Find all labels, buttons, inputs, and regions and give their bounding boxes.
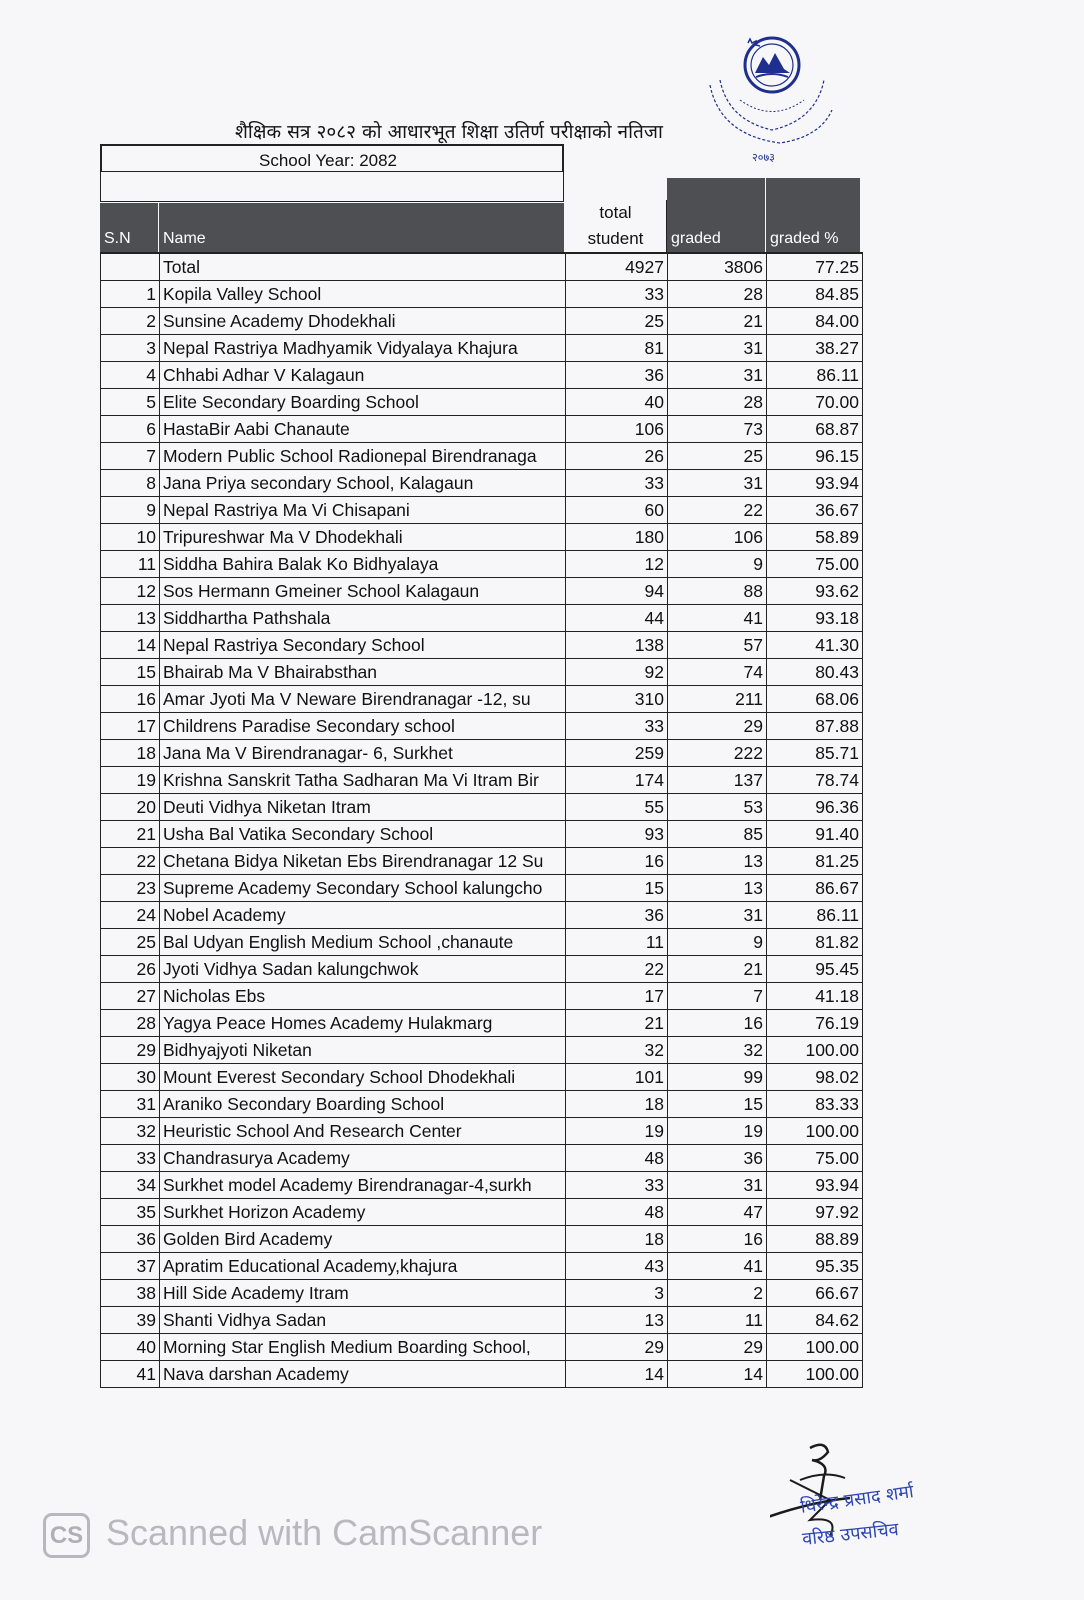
row-sn: 21 [101,821,160,848]
row-sn: 12 [101,578,160,605]
row-total-student: 44 [566,605,668,632]
row-total-student: 36 [566,902,668,929]
row-graded: 15 [668,1091,767,1118]
row-sn: 26 [101,956,160,983]
table-row [101,1226,863,1253]
row-graded-pct: 95.45 [767,956,863,983]
row-name: Chhabi Adhar V Kalagaun [160,362,566,389]
row-graded-pct: 86.11 [767,902,863,929]
table-row [101,335,863,362]
row-sn: 11 [101,551,160,578]
row-total-student: 94 [566,578,668,605]
table-row [101,956,863,983]
row-graded: 29 [668,713,767,740]
row-sn: 20 [101,794,160,821]
row-total-student: 40 [566,389,668,416]
row-total-student: 36 [566,362,668,389]
row-sn: 35 [101,1199,160,1226]
row-sn: 27 [101,983,160,1010]
school-year-box [100,144,564,172]
row-sn: 9 [101,497,160,524]
row-total-student: 93 [566,821,668,848]
row-name: Jana Ma V Birendranagar- 6, Surkhet [160,740,566,767]
row-total-student: 19 [566,1118,668,1145]
row-graded: 31 [668,362,767,389]
row-graded: 2 [668,1280,767,1307]
row-total-student: 310 [566,686,668,713]
row-name: Sunsine Academy Dhodekhali [160,308,566,335]
row-total-student: 16 [566,848,668,875]
row-name: Yagya Peace Homes Academy Hulakmarg [160,1010,566,1037]
table-row [101,1064,863,1091]
page-title: शैक्षिक सत्र २०८२ को आधारभूत शिक्षा उतिर्ण परीक्षाको नतिजा [235,121,663,143]
row-name: Elite Secondary Boarding School [160,389,566,416]
table-row [101,659,863,686]
row-total-student: 106 [566,416,668,443]
row-graded: 99 [668,1064,767,1091]
table-row [101,1334,863,1361]
table-row [101,821,863,848]
row-graded: 31 [668,335,767,362]
row-graded-pct: 96.15 [767,443,863,470]
row-graded-pct: 91.40 [767,821,863,848]
table-row [101,497,863,524]
row-sn: 23 [101,875,160,902]
table-row [101,1037,863,1064]
total-row [101,253,863,281]
row-name: Usha Bal Vatika Secondary School [160,821,566,848]
row-graded-pct: 100.00 [767,1118,863,1145]
row-sn: 16 [101,686,160,713]
row-sn: 8 [101,470,160,497]
row-total-student: 14 [566,1361,668,1388]
row-sn: 39 [101,1307,160,1334]
row-graded-pct: 84.00 [767,308,863,335]
row-graded-pct: 81.82 [767,929,863,956]
camscanner-logo-icon: CS [43,1513,90,1558]
row-name: Nepal Rastriya Madhyamik Vidyalaya Khajura [160,335,566,362]
row-sn: 2 [101,308,160,335]
table-row [101,1145,863,1172]
row-name: Nobel Academy [160,902,566,929]
row-graded: 16 [668,1010,767,1037]
table-row [101,983,863,1010]
table-row [101,929,863,956]
row-total-student: 259 [566,740,668,767]
total-graded-pct: 77.25 [767,253,863,281]
row-name: Childrens Paradise Secondary school [160,713,566,740]
row-total-student: 22 [566,956,668,983]
row-name: Morning Star English Medium Boarding School, [160,1334,566,1361]
row-graded-pct: 68.06 [767,686,863,713]
row-graded-pct: 96.36 [767,794,863,821]
header-graded: graded [667,178,765,252]
table-row [101,1091,863,1118]
row-total-student: 12 [566,551,668,578]
header-name: Name [159,203,564,252]
row-graded: 9 [668,929,767,956]
row-name: Krishna Sanskrit Tatha Sadharan Ma Vi Itram Bir [160,767,566,794]
row-name: Surkhet Horizon Academy [160,1199,566,1226]
row-total-student: 138 [566,632,668,659]
row-graded-pct: 83.33 [767,1091,863,1118]
row-graded: 88 [668,578,767,605]
row-graded-pct: 100.00 [767,1037,863,1064]
row-total-student: 43 [566,1253,668,1280]
signatory-title: वरिष्ठ उपसचिव [801,1518,900,1550]
row-sn: 40 [101,1334,160,1361]
row-name: Jyoti Vidhya Sadan kalungchwok [160,956,566,983]
table-row [101,443,863,470]
row-name: HastaBir Aabi Chanaute [160,416,566,443]
row-total-student: 33 [566,1172,668,1199]
row-total-student: 81 [566,335,668,362]
row-sn: 1 [101,281,160,308]
row-sn: 32 [101,1118,160,1145]
row-name: Golden Bird Academy [160,1226,566,1253]
row-total-student: 32 [566,1037,668,1064]
row-name: Supreme Academy Secondary School kalungcho [160,875,566,902]
row-graded: 137 [668,767,767,794]
row-name: Chandrasurya Academy [160,1145,566,1172]
row-sn: 24 [101,902,160,929]
table-row [101,740,863,767]
row-graded: 25 [668,443,767,470]
row-graded: 7 [668,983,767,1010]
table-row [101,794,863,821]
row-total-student: 3 [566,1280,668,1307]
row-sn: 7 [101,443,160,470]
table-row [101,416,863,443]
row-graded: 106 [668,524,767,551]
blank-header-row [100,172,564,202]
row-graded: 41 [668,605,767,632]
row-graded: 13 [668,848,767,875]
table-row [101,1010,863,1037]
row-total-student: 25 [566,308,668,335]
row-sn: 38 [101,1280,160,1307]
row-total-student: 174 [566,767,668,794]
row-sn: 41 [101,1361,160,1388]
row-graded: 211 [668,686,767,713]
row-graded-pct: 93.18 [767,605,863,632]
row-graded-pct: 78.74 [767,767,863,794]
table-row [101,1280,863,1307]
row-sn: 18 [101,740,160,767]
row-graded-pct: 80.43 [767,659,863,686]
row-name: Heuristic School And Research Center [160,1118,566,1145]
row-graded-pct: 75.00 [767,551,863,578]
row-graded-pct: 86.11 [767,362,863,389]
table-row [101,713,863,740]
row-graded-pct: 76.19 [767,1010,863,1037]
row-sn: 3 [101,335,160,362]
table-row [101,389,863,416]
row-total-student: 21 [566,1010,668,1037]
row-graded-pct: 93.62 [767,578,863,605]
row-graded: 28 [668,389,767,416]
table-row [101,605,863,632]
row-sn: 37 [101,1253,160,1280]
row-name: Nava darshan Academy [160,1361,566,1388]
row-graded: 13 [668,875,767,902]
row-name: Surkhet model Academy Birendranagar-4,surkh [160,1172,566,1199]
row-total-student: 26 [566,443,668,470]
row-name: Siddha Bahira Balak Ko Bidhyalaya [160,551,566,578]
camscanner-watermark: Scanned with CamScanner [106,1512,543,1553]
row-graded-pct: 95.35 [767,1253,863,1280]
row-graded-pct: 100.00 [767,1334,863,1361]
row-graded-pct: 58.89 [767,524,863,551]
row-graded: 74 [668,659,767,686]
row-sn: 4 [101,362,160,389]
row-sn: 17 [101,713,160,740]
row-sn: 30 [101,1064,160,1091]
row-graded: 16 [668,1226,767,1253]
row-name: Hill Side Academy Itram [160,1280,566,1307]
row-sn: 14 [101,632,160,659]
row-name: Nepal Rastriya Secondary School [160,632,566,659]
row-graded-pct: 66.67 [767,1280,863,1307]
row-graded: 21 [668,956,767,983]
row-total-student: 60 [566,497,668,524]
row-graded-pct: 75.00 [767,1145,863,1172]
row-name: Siddhartha Pathshala [160,605,566,632]
row-graded-pct: 36.67 [767,497,863,524]
row-total-student: 33 [566,470,668,497]
row-sn: 5 [101,389,160,416]
row-name: Apratim Educational Academy,khajura [160,1253,566,1280]
row-total-student: 13 [566,1307,668,1334]
row-total-student: 48 [566,1145,668,1172]
table-row [101,875,863,902]
row-name: Bal Udyan English Medium School ,chanaute [160,929,566,956]
row-name: Jana Priya secondary School, Kalagaun [160,470,566,497]
row-name: Mount Everest Secondary School Dhodekhali [160,1064,566,1091]
table-row [101,686,863,713]
table-row [101,1172,863,1199]
row-graded-pct: 100.00 [767,1361,863,1388]
row-name: Araniko Secondary Boarding School [160,1091,566,1118]
table-row [101,308,863,335]
row-name: Shanti Vidhya Sadan [160,1307,566,1334]
row-graded-pct: 98.02 [767,1064,863,1091]
row-graded: 22 [668,497,767,524]
row-graded: 21 [668,308,767,335]
row-graded: 31 [668,1172,767,1199]
total-students: 4927 [566,253,668,281]
row-graded-pct: 41.18 [767,983,863,1010]
table-row [101,470,863,497]
row-sn: 10 [101,524,160,551]
row-sn: 25 [101,929,160,956]
row-total-student: 92 [566,659,668,686]
row-graded: 53 [668,794,767,821]
row-graded-pct: 93.94 [767,1172,863,1199]
table-row [101,1307,863,1334]
row-name: Tripureshwar Ma V Dhodekhali [160,524,566,551]
municipality-seal-icon [700,25,845,165]
row-total-student: 101 [566,1064,668,1091]
row-name: Bidhyajyoti Niketan [160,1037,566,1064]
row-graded: 14 [668,1361,767,1388]
row-total-student: 33 [566,281,668,308]
table-row [101,1199,863,1226]
row-sn: 33 [101,1145,160,1172]
row-total-student: 18 [566,1091,668,1118]
table-row [101,632,863,659]
row-name: Kopila Valley School [160,281,566,308]
header-sn: S.N [100,203,158,252]
row-graded: 41 [668,1253,767,1280]
row-graded: 9 [668,551,767,578]
row-graded-pct: 41.30 [767,632,863,659]
header-total-student: total student [565,200,667,252]
row-name: Sos Hermann Gmeiner School Kalagaun [160,578,566,605]
row-graded: 11 [668,1307,767,1334]
row-name: Nicholas Ebs [160,983,566,1010]
seal-year: २०७३ [752,151,775,164]
row-name: Bhairab Ma V Bhairabsthan [160,659,566,686]
row-graded-pct: 84.62 [767,1307,863,1334]
row-graded: 19 [668,1118,767,1145]
row-name: Modern Public School Radionepal Birendranaga [160,443,566,470]
row-graded-pct: 81.25 [767,848,863,875]
row-graded: 73 [668,416,767,443]
total-graded: 3806 [668,253,767,281]
row-total-student: 48 [566,1199,668,1226]
row-sn: 28 [101,1010,160,1037]
table-row [101,1253,863,1280]
table-row [101,1118,863,1145]
row-name: Chetana Bidya Niketan Ebs Birendranagar 12 Su [160,848,566,875]
table-row [101,767,863,794]
row-sn: 6 [101,416,160,443]
table-row [101,524,863,551]
row-graded-pct: 85.71 [767,740,863,767]
row-sn: 34 [101,1172,160,1199]
row-graded-pct: 68.87 [767,416,863,443]
row-graded-pct: 97.92 [767,1199,863,1226]
table-row [101,848,863,875]
row-graded: 36 [668,1145,767,1172]
row-total-student: 15 [566,875,668,902]
results-table [100,252,863,1388]
row-graded: 85 [668,821,767,848]
row-sn: 13 [101,605,160,632]
table-row [101,902,863,929]
signatory-name: धिरेन्द्र प्रसाद शर्मा [799,1481,915,1518]
row-graded-pct: 88.89 [767,1226,863,1253]
row-total-student: 33 [566,713,668,740]
row-total-student: 55 [566,794,668,821]
row-graded-pct: 86.67 [767,875,863,902]
header-graded-pct: graded % [766,178,860,252]
table-row [101,578,863,605]
row-graded: 29 [668,1334,767,1361]
row-total-student: 180 [566,524,668,551]
row-total-student: 29 [566,1334,668,1361]
row-name: Deuti Vidhya Niketan Itram [160,794,566,821]
row-sn: 15 [101,659,160,686]
row-total-student: 17 [566,983,668,1010]
total-label: Total [160,253,566,281]
row-graded: 31 [668,902,767,929]
row-graded-pct: 93.94 [767,470,863,497]
row-sn: 29 [101,1037,160,1064]
row-graded: 47 [668,1199,767,1226]
row-graded: 222 [668,740,767,767]
table-row [101,1361,863,1388]
row-name: Nepal Rastriya Ma Vi Chisapani [160,497,566,524]
table-row [101,551,863,578]
row-total-student: 18 [566,1226,668,1253]
row-sn: 31 [101,1091,160,1118]
row-graded-pct: 87.88 [767,713,863,740]
school-year: School Year: 2082 [259,151,398,170]
row-graded-pct: 70.00 [767,389,863,416]
row-graded-pct: 84.85 [767,281,863,308]
row-total-student: 11 [566,929,668,956]
row-sn: 19 [101,767,160,794]
row-graded: 28 [668,281,767,308]
row-name: Amar Jyoti Ma V Neware Birendranagar -12, su [160,686,566,713]
row-graded: 31 [668,470,767,497]
row-sn: 36 [101,1226,160,1253]
table-row [101,281,863,308]
row-graded: 57 [668,632,767,659]
row-graded: 32 [668,1037,767,1064]
table-row [101,362,863,389]
row-sn: 22 [101,848,160,875]
row-graded-pct: 38.27 [767,335,863,362]
